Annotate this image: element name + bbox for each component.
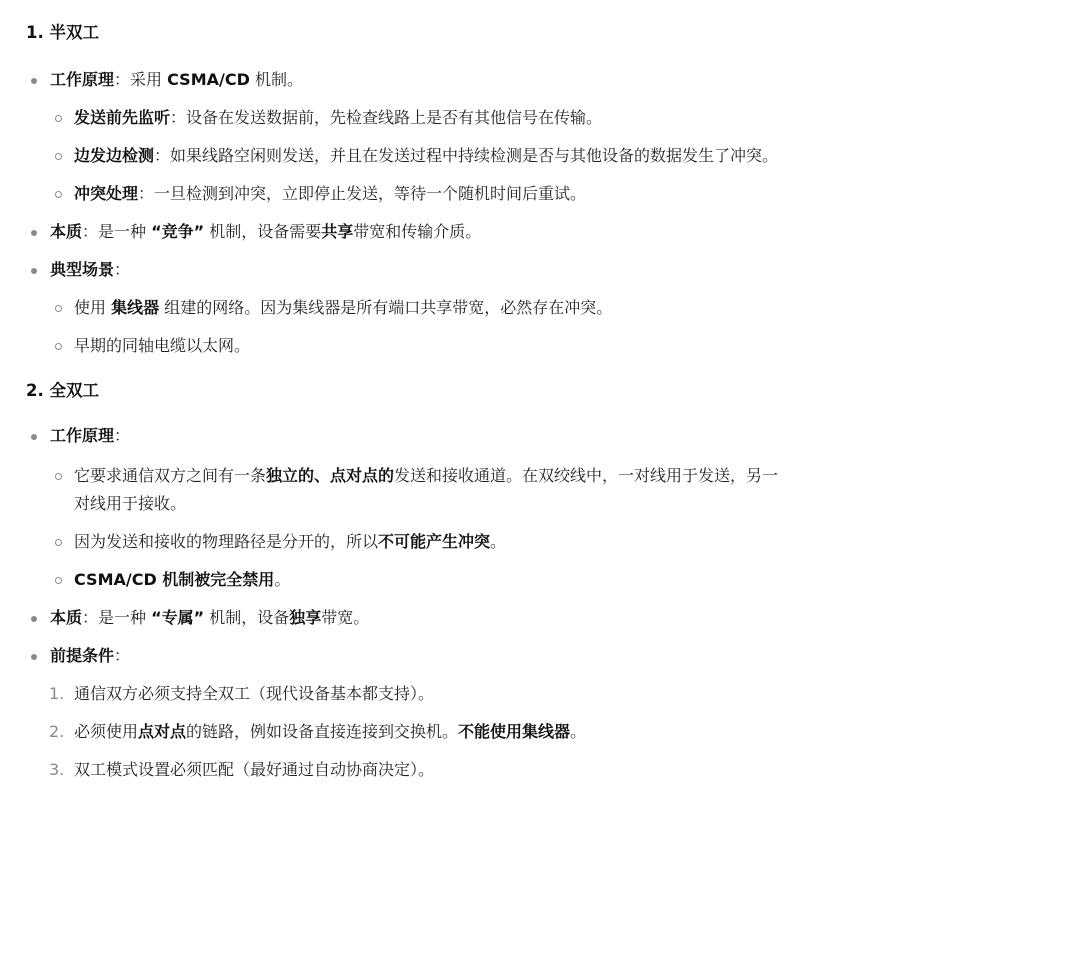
hollow-bullet-icon (55, 153, 62, 160)
numbered-item-3: 3. 双工模式设置必须匹配（最好通过自动协商决定）。 (49, 760, 435, 779)
list-item-principle: 工作原理： (0, 424, 1080, 448)
sub-item-listen: 发送前先监听：设备在发送数据前，先检查线路上是否有其他信号在传输。 (0, 106, 1080, 130)
sub-item-no-collision: 因为发送和接收的物理路径是分开的，所以不可能产生冲突。 (0, 530, 1080, 554)
sub-item-channel: 它要求通信双方之间有一条独立的、点对点的发送和接收通道。在双绞线中，一对线用于发送，另一 对线用于接收。 (0, 462, 1080, 518)
hollow-bullet-icon (55, 539, 62, 546)
bullet-icon (31, 268, 37, 274)
hollow-bullet-icon (55, 343, 62, 350)
hollow-bullet-icon (55, 191, 62, 198)
bullet-icon (31, 434, 37, 440)
hollow-bullet-icon (55, 305, 62, 312)
section-heading-full-duplex: 2. 全双工 (26, 381, 99, 400)
list-item-principle: 工作原理：采用 CSMA/CD 机制。 (0, 68, 1080, 92)
bullet-icon (31, 616, 37, 622)
item-label: 工作原理 (50, 70, 115, 89)
hollow-bullet-icon (55, 115, 62, 122)
hollow-bullet-icon (55, 577, 62, 584)
section-heading-half-duplex: 1. 半双工 (26, 23, 99, 42)
bullet-icon (31, 78, 37, 84)
bullet-icon (31, 654, 37, 660)
list-item-essence: 本质：是一种 “专属” 机制，设备独享带宽。 (0, 606, 1080, 630)
sub-item-collision: 冲突处理：一旦检测到冲突，立即停止发送，等待一个随机时间后重试。 (0, 182, 1080, 206)
sub-item-detect: 边发边检测：如果线路空闲则发送，并且在发送过程中持续检测是否与其他设备的数据发生了冲突。 (0, 144, 1080, 168)
numbered-item-2: 2. 必须使用点对点的链路，例如设备直接连接到交换机。不能使用集线器。 (49, 722, 587, 741)
bullet-icon (31, 230, 37, 236)
sub-item-scene-coax: 早期的同轴电缆以太网。 (0, 334, 1080, 358)
numbered-item-1: 1. 通信双方必须支持全双工（现代设备基本都支持）。 (49, 684, 435, 703)
hollow-bullet-icon (55, 473, 62, 480)
list-item-prerequisites: 前提条件： (0, 644, 1080, 668)
list-item-essence: 本质：是一种 “竞争” 机制，设备需要共享带宽和传输介质。 (0, 220, 1080, 244)
sub-item-csma-disabled: CSMA/CD 机制被完全禁用。 (0, 568, 1080, 592)
list-item-scenes: 典型场景： (0, 258, 1080, 282)
sub-item-scene-hub: 使用 集线器 组建的网络。因为集线器是所有端口共享带宽，必然存在冲突。 (0, 296, 1080, 320)
